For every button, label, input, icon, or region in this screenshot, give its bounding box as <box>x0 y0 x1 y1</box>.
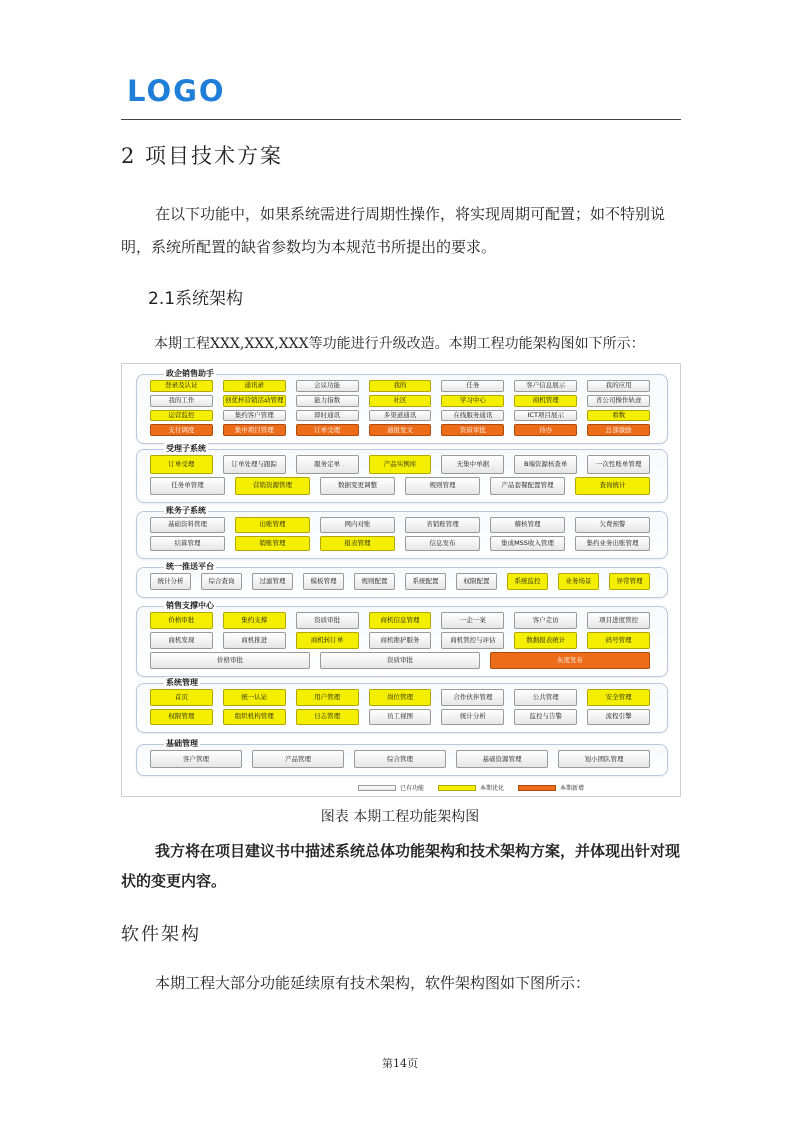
module-cell: 通报发文 <box>369 424 432 436</box>
module-cell: 能力指数 <box>296 395 359 407</box>
module-cell: 网内对账 <box>320 517 395 533</box>
page-number: 第14页 <box>382 1057 418 1070</box>
module-cell: 集约支撑 <box>223 612 286 629</box>
module-cell: 监控与告警 <box>514 709 577 726</box>
module-cell: 客户信息展示 <box>514 380 577 392</box>
module-cell: 结算管理 <box>150 536 225 552</box>
module-cell: 合作伙伴管理 <box>441 689 504 706</box>
module-cell: 一企一案 <box>441 612 504 629</box>
module-cell: 待办 <box>514 424 577 436</box>
legend-label: 本期新增 <box>560 785 585 792</box>
module-cell: 集中项目管理 <box>223 424 286 436</box>
module-group-title: 基础管理 <box>166 739 198 748</box>
module-cell: 安全管理 <box>587 689 650 706</box>
module-cell: 多渠道通讯 <box>369 410 432 422</box>
statement-paragraph: 我方将在项目建议书中描述系统总体功能架构和技术架构方案，并体现出针对现状的变更内容。 <box>121 842 681 890</box>
module-cell: 员工视图 <box>369 709 432 726</box>
module-cell: 模板管理 <box>303 573 344 590</box>
software-paragraph: 本期工程大部分功能延续原有技术架构，软件架构图如下图所示： <box>155 974 591 992</box>
header-divider <box>121 119 681 120</box>
module-cell: 商机推进 <box>223 632 286 649</box>
module-cell: 首页 <box>150 689 213 706</box>
module-cell: 组织机构管理 <box>223 709 286 726</box>
module-cell: 价格审批 <box>150 652 310 669</box>
module-cell: 省公司操作轨迹 <box>587 395 650 407</box>
module-cell: 出账管理 <box>235 517 310 533</box>
module-cell: 灰度发布 <box>490 652 650 669</box>
module-group-title: 销售支撑中心 <box>166 601 214 610</box>
module-cell: 营销资源管理 <box>235 477 310 496</box>
module-cell: 产品管理 <box>252 750 344 768</box>
software-heading: 软件架构 <box>121 924 201 945</box>
module-cell: 规则配置 <box>354 573 395 590</box>
module-cell: 公共管理 <box>514 689 577 706</box>
module-cell: 一次性账单管理 <box>587 455 650 474</box>
module-cell: 统计分析 <box>150 573 191 590</box>
module-cell: 会议功能 <box>296 380 359 392</box>
module-cell: 数据变更调整 <box>320 477 395 496</box>
module-cell: 服务定单 <box>296 455 359 474</box>
module-cell: 基础资料管理 <box>150 517 225 533</box>
module-cell: 社区 <box>369 395 432 407</box>
module-cell: 运营监控 <box>150 410 213 422</box>
module-cell: 欠费预警 <box>575 517 650 533</box>
module-cell: 资质审批 <box>441 424 504 436</box>
module-cell: 报表管理 <box>320 536 395 552</box>
module-cell: 综合管理 <box>354 750 446 768</box>
module-cell: 数据报表统计 <box>514 632 577 649</box>
module-cell: 流程引擎 <box>587 709 650 726</box>
module-cell: 价格审批 <box>150 612 213 629</box>
module-cell: 商机管控与评估 <box>441 632 504 649</box>
module-cell: 项目进度管控 <box>587 612 650 629</box>
module-cell: 订单受理 <box>296 424 359 436</box>
module-cell: 资质审批 <box>296 612 359 629</box>
section-heading: 2 项目技术方案 <box>121 144 284 168</box>
module-cell: 订单受理 <box>150 455 213 474</box>
module-group-title: 系统管理 <box>166 678 198 687</box>
logo: LOGO <box>127 74 226 108</box>
module-cell: 资质审批 <box>320 652 480 669</box>
module-cell: 学习中心 <box>441 395 504 407</box>
module-cell: 客户管理 <box>150 750 242 768</box>
legend-label: 本期优化 <box>480 785 505 792</box>
module-cell: 总部激励 <box>587 424 650 436</box>
figure-intro: 本期工程XXX,XXX,XXX等功能进行升级改造。本期工程功能架构图如下所示： <box>154 336 645 352</box>
module-cell: 看数 <box>587 410 650 422</box>
module-cell: 权限管理 <box>150 709 213 726</box>
module-cell: 查询统计 <box>575 477 650 496</box>
module-cell: 信息发布 <box>405 536 480 552</box>
subsection-title: 系统架构 <box>175 289 244 309</box>
module-cell: 任务 <box>441 380 504 392</box>
module-cell: 异常管理 <box>609 573 650 590</box>
module-cell: 订单处理与跟踪 <box>223 455 286 474</box>
module-cell: 商机转订单 <box>296 632 359 649</box>
module-cell: 创优杯营销活动管理 <box>223 395 286 407</box>
module-cell: 规则管理 <box>405 477 480 496</box>
module-cell: 日志管理 <box>296 709 359 726</box>
figure-caption: 图表 本期工程功能架构图 <box>320 809 480 825</box>
module-cell: 综合查询 <box>201 573 242 590</box>
module-cell: 我的应用 <box>587 380 650 392</box>
module-cell: 系统监控 <box>507 573 548 590</box>
subsection-number: 2.1 <box>148 289 176 309</box>
module-cell: ICT项目展示 <box>514 410 577 422</box>
module-cell: 支付调度 <box>150 424 213 436</box>
module-cell: 产品套餐配置管理 <box>490 477 565 496</box>
module-cell: B端资源核查单 <box>514 455 577 474</box>
module-cell: 用户管理 <box>296 689 359 706</box>
module-cell: 产品实例库 <box>369 455 432 474</box>
legend-swatch <box>438 785 476 791</box>
module-cell: 集约客户管理 <box>223 410 286 422</box>
module-cell: 商机管理 <box>514 395 577 407</box>
module-cell: 商机发现 <box>150 632 213 649</box>
module-cell: 码号管理 <box>587 632 650 649</box>
module-cell: 集约业务出账管理 <box>575 536 650 552</box>
module-group-title: 账务子系统 <box>166 506 206 515</box>
module-cell: 在线服务通讯 <box>441 410 504 422</box>
module-cell: 业务场景 <box>558 573 599 590</box>
module-cell: 集成MSS收入管理 <box>490 536 565 552</box>
module-cell: 基础资源管理 <box>456 750 548 768</box>
module-group-title: 政企销售助手 <box>166 369 214 378</box>
module-cell: 即时通讯 <box>296 410 359 422</box>
module-group-title: 受理子系统 <box>166 444 206 453</box>
module-cell: 任务单管理 <box>150 477 225 496</box>
intro-paragraph: 在以下功能中，如果系统需进行周期性操作，将实现周期可配置；如不特别说明，系统所配置的缺省参数均为本规范书所提出的要求。 <box>121 205 666 256</box>
module-cell: 系统配置 <box>405 573 446 590</box>
module-cell: 统一认证 <box>223 689 286 706</box>
module-cell: 无集中单据 <box>441 455 504 474</box>
module-group-title: 统一推送平台 <box>166 562 214 571</box>
module-cell: 划小团队管理 <box>558 750 650 768</box>
module-cell: 过滤管理 <box>252 573 293 590</box>
module-cell: 商机维护服务 <box>369 632 432 649</box>
module-cell: 权限配置 <box>456 573 497 590</box>
subsection-heading <box>148 284 243 309</box>
module-cell: 省销账管理 <box>405 517 480 533</box>
legend-swatch <box>358 785 396 791</box>
module-cell: 通讯录 <box>223 380 286 392</box>
architecture-diagram <box>121 363 681 797</box>
legend-swatch <box>518 785 556 791</box>
module-cell: 客户走访 <box>514 612 577 629</box>
module-cell: 稽核管理 <box>490 517 565 533</box>
module-cell: 岗位管理 <box>369 689 432 706</box>
module-cell: 登录及认证 <box>150 380 213 392</box>
module-cell: 统计分析 <box>441 709 504 726</box>
module-cell: 销账管理 <box>235 536 310 552</box>
legend-label: 已有功能 <box>400 785 425 792</box>
module-cell: 商机信息管理 <box>369 612 432 629</box>
module-cell: 我的工作 <box>150 395 213 407</box>
module-cell: 我的 <box>369 380 432 392</box>
